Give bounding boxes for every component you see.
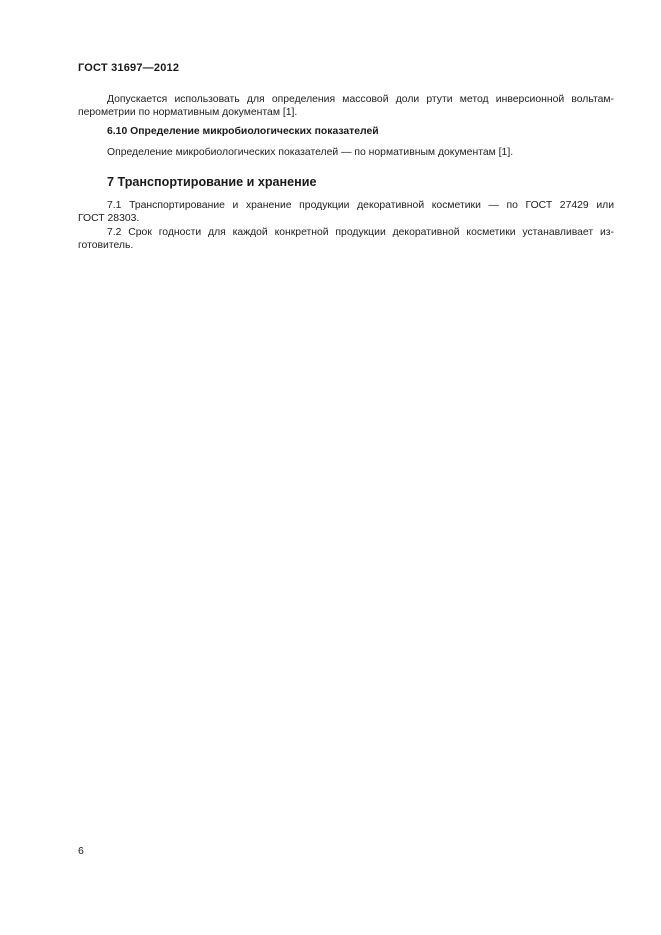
document-header: ГОСТ 31697—2012 xyxy=(78,62,180,74)
section-7-1-line-1: 7.1 Транспортирование и хранение продукции декоративной косметики — по ГОСТ 27429 или xyxy=(107,200,614,211)
section-6-10-paragraph xyxy=(78,146,614,159)
section-6-10-heading: 6.10 Определение микробиологических показателей xyxy=(107,126,379,137)
section-7-1-paragraph xyxy=(78,199,614,225)
section-7-2-paragraph xyxy=(78,226,614,252)
section-7-1-line-2: ГОСТ 28303. xyxy=(78,213,140,225)
section-7-2-line-1: 7.2 Срок годности для каждой конкретной продукции декоративной косметики устанавливает из- xyxy=(107,227,614,238)
page-number: 6 xyxy=(78,845,84,857)
section-7-heading: 7 Транспортирование и хранение xyxy=(107,175,317,189)
mercury-paragraph-line-1: Допускается использовать для определения массовой доли ртути метод инверсионной вольтам- xyxy=(107,94,614,105)
mercury-paragraph xyxy=(78,93,614,119)
mercury-paragraph-line-2: перометрии по нормативным документам [1]. xyxy=(78,107,298,119)
section-6-10-text: Определение микробиологических показателей — по нормативным документам [1]. xyxy=(107,147,514,158)
section-7-2-line-2: готовитель. xyxy=(78,240,134,252)
